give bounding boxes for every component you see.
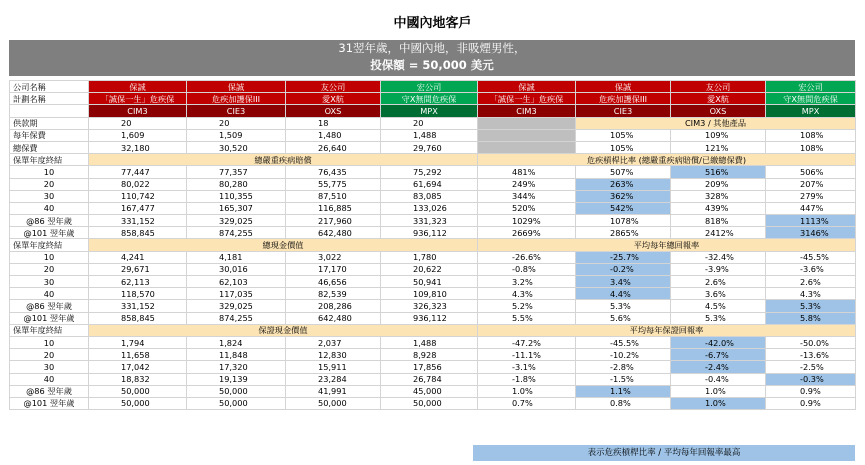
highlight-legend: 表示危疾槓桿比率 / 平均每年回報率最高 xyxy=(473,445,855,461)
pay-period-value: 20 xyxy=(89,117,187,129)
rate-cell: 2865% xyxy=(576,227,671,239)
value-cell: 61,694 xyxy=(381,178,478,190)
value-cell: 12,830 xyxy=(286,349,381,361)
rate-cell: 1113% xyxy=(766,215,856,227)
rate-cell: 4.4% xyxy=(576,288,671,300)
rate-cell: 263% xyxy=(576,178,671,190)
value-cell: 50,941 xyxy=(381,276,478,288)
value-cell: 1,824 xyxy=(187,336,286,348)
value-cell: 17,856 xyxy=(381,361,478,373)
page-title: 中國內地客戶 xyxy=(393,16,472,31)
table-row xyxy=(10,276,856,288)
value-cell: 50,000 xyxy=(89,397,187,409)
value-cell: 11,658 xyxy=(89,349,187,361)
ratio-title: CIM3 / 其他產品 xyxy=(576,117,856,129)
value-cell: 167,477 xyxy=(89,202,187,214)
section-left-title: 總現金價值 xyxy=(89,239,478,251)
company-name: 保誠 xyxy=(576,81,671,93)
table-row xyxy=(10,288,856,300)
value-cell: 8,928 xyxy=(381,349,478,361)
year-label: @86 翌年歲 xyxy=(10,300,89,312)
value-cell: 110,355 xyxy=(187,190,286,202)
pay-period-value: 18 xyxy=(286,117,381,129)
rate-cell: -0.2% xyxy=(576,263,671,275)
value-cell: 874,255 xyxy=(187,312,286,324)
gray-cell xyxy=(478,141,576,153)
premium-ratio: 108% xyxy=(766,129,856,141)
value-cell: 936,112 xyxy=(381,227,478,239)
gray-cell xyxy=(478,129,576,141)
plan-code: CIM3 xyxy=(89,105,187,117)
plan-code: MPX xyxy=(766,105,856,117)
value-cell: 23,284 xyxy=(286,373,381,385)
rate-cell: 2412% xyxy=(671,227,766,239)
value-cell: 50,000 xyxy=(187,397,286,409)
value-cell: 165,307 xyxy=(187,202,286,214)
value-cell: 329,025 xyxy=(187,300,286,312)
table-row xyxy=(10,361,856,373)
value-cell: 77,357 xyxy=(187,166,286,178)
rate-cell: -1.8% xyxy=(478,373,576,385)
rate-cell: 0.7% xyxy=(478,397,576,409)
rate-cell: 1029% xyxy=(478,215,576,227)
value-cell: 331,152 xyxy=(89,300,187,312)
premium-ratio: 121% xyxy=(671,141,766,153)
plan-name: 守X無間危疾保 xyxy=(381,93,478,105)
company-name: 宏公司 xyxy=(766,81,856,93)
value-cell: 642,480 xyxy=(286,227,381,239)
value-cell: 50,000 xyxy=(187,385,286,397)
table-row xyxy=(10,373,856,385)
rate-cell: 2.6% xyxy=(671,276,766,288)
plan-name: 危疾加護保III xyxy=(576,93,671,105)
rate-cell: 2.6% xyxy=(766,276,856,288)
section-label: 保單年度終結 xyxy=(10,324,89,336)
year-label: @101 翌年歲 xyxy=(10,312,89,324)
plan-code: CIE3 xyxy=(576,105,671,117)
total-premium-label: 總保費 xyxy=(10,141,89,153)
plan-code: MPX xyxy=(381,105,478,117)
rate-cell: 344% xyxy=(478,190,576,202)
rate-cell: -0.3% xyxy=(766,373,856,385)
rate-cell: 0.9% xyxy=(766,397,856,409)
table-row xyxy=(10,190,856,202)
section-label: 保單年度終結 xyxy=(10,239,89,251)
value-cell: 4,241 xyxy=(89,251,187,263)
pay-period-label: 供款期 xyxy=(10,117,89,129)
value-cell: 858,845 xyxy=(89,312,187,324)
section-header-row xyxy=(10,239,856,251)
rate-cell: -0.4% xyxy=(671,373,766,385)
rate-cell: 4.3% xyxy=(478,288,576,300)
rate-cell: 481% xyxy=(478,166,576,178)
rate-cell: -50.0% xyxy=(766,336,856,348)
value-cell: 50,000 xyxy=(286,397,381,409)
rate-cell: 1.0% xyxy=(478,385,576,397)
total-premium-row xyxy=(10,141,856,153)
rate-cell: -13.6% xyxy=(766,349,856,361)
table-row xyxy=(10,215,856,227)
value-cell: 11,848 xyxy=(187,349,286,361)
rate-cell: 279% xyxy=(766,190,856,202)
rate-cell: 0.8% xyxy=(576,397,671,409)
value-cell: 83,085 xyxy=(381,190,478,202)
value-cell: 1,794 xyxy=(89,336,187,348)
value-cell: 29,671 xyxy=(89,263,187,275)
value-cell: 19,139 xyxy=(187,373,286,385)
value-cell: 55,775 xyxy=(286,178,381,190)
plan-name: 守X無間危疾保 xyxy=(766,93,856,105)
section-left-title: 總嚴重疾病賠償 xyxy=(89,154,478,166)
value-cell: 15,911 xyxy=(286,361,381,373)
value-cell: 874,255 xyxy=(187,227,286,239)
value-cell: 326,323 xyxy=(381,300,478,312)
year-label: 30 xyxy=(10,276,89,288)
value-cell: 62,103 xyxy=(187,276,286,288)
banner-line-2: 投保額 = 50,000 美元 xyxy=(370,58,494,72)
rate-cell: 3.4% xyxy=(576,276,671,288)
value-cell: 109,810 xyxy=(381,288,478,300)
value-cell: 76,435 xyxy=(286,166,381,178)
company-name: 友公司 xyxy=(671,81,766,93)
table-row xyxy=(10,227,856,239)
table-row xyxy=(10,336,856,348)
rate-cell: -2.8% xyxy=(576,361,671,373)
rate-cell: -45.5% xyxy=(576,336,671,348)
year-label: 30 xyxy=(10,361,89,373)
rate-cell: 3.6% xyxy=(671,288,766,300)
annual-premium-label: 每年保費 xyxy=(10,129,89,141)
rate-cell: 5.3% xyxy=(766,300,856,312)
table-row xyxy=(10,251,856,263)
rate-cell: 2669% xyxy=(478,227,576,239)
rate-cell: 1.0% xyxy=(671,397,766,409)
value-cell: 2,037 xyxy=(286,336,381,348)
plan-code: CIM3 xyxy=(478,105,576,117)
rate-cell: -11.1% xyxy=(478,349,576,361)
rate-cell: 249% xyxy=(478,178,576,190)
rate-cell: 516% xyxy=(671,166,766,178)
value-cell: 331,323 xyxy=(381,215,478,227)
rate-cell: -42.0% xyxy=(671,336,766,348)
company-name: 保誠 xyxy=(187,81,286,93)
table-row xyxy=(10,202,856,214)
value-cell: 41,991 xyxy=(286,385,381,397)
rate-cell: 5.6% xyxy=(576,312,671,324)
rate-cell: -45.5% xyxy=(766,251,856,263)
value-cell: 80,022 xyxy=(89,178,187,190)
rate-cell: 542% xyxy=(576,202,671,214)
rate-cell: -32.4% xyxy=(671,251,766,263)
premium-value: 1,480 xyxy=(286,129,381,141)
value-cell: 331,152 xyxy=(89,215,187,227)
value-cell: 642,480 xyxy=(286,312,381,324)
blank-cell xyxy=(10,105,89,117)
rate-cell: -26.6% xyxy=(478,251,576,263)
premium-value: 1,488 xyxy=(381,129,478,141)
value-cell: 858,845 xyxy=(89,227,187,239)
rate-cell: 506% xyxy=(766,166,856,178)
rate-cell: -3.1% xyxy=(478,361,576,373)
value-cell: 17,170 xyxy=(286,263,381,275)
rate-cell: -10.2% xyxy=(576,349,671,361)
plan-code: OXS xyxy=(671,105,766,117)
value-cell: 936,112 xyxy=(381,312,478,324)
rate-cell: 5.5% xyxy=(478,312,576,324)
year-label: @86 翌年歲 xyxy=(10,215,89,227)
section-right-title: 危疾槓桿比率 (總嚴重疾病賠償/已繳總保費) xyxy=(478,154,856,166)
value-cell: 75,292 xyxy=(381,166,478,178)
year-label: @86 翌年歲 xyxy=(10,385,89,397)
plan-label: 計劃名稱 xyxy=(10,93,89,105)
year-label: 10 xyxy=(10,336,89,348)
premium-value: 26,640 xyxy=(286,141,381,153)
rate-cell: 1.1% xyxy=(576,385,671,397)
year-label: @101 翌年歲 xyxy=(10,397,89,409)
gray-cell xyxy=(478,117,576,129)
company-name: 保誠 xyxy=(89,81,187,93)
year-label: 40 xyxy=(10,288,89,300)
rate-cell: -2.4% xyxy=(671,361,766,373)
year-label: 20 xyxy=(10,178,89,190)
plan-code: OXS xyxy=(286,105,381,117)
value-cell: 116,885 xyxy=(286,202,381,214)
rate-cell: 1.0% xyxy=(671,385,766,397)
year-label: 20 xyxy=(10,263,89,275)
value-cell: 1,780 xyxy=(381,251,478,263)
banner-line-1: 31翌年歲，中國內地，非吸煙男性， xyxy=(338,41,526,55)
section-left-title: 保證現金價值 xyxy=(89,324,478,336)
value-cell: 50,000 xyxy=(89,385,187,397)
pay-period-row xyxy=(10,117,856,129)
value-cell: 17,320 xyxy=(187,361,286,373)
value-cell: 87,510 xyxy=(286,190,381,202)
value-cell: 80,280 xyxy=(187,178,286,190)
value-cell: 4,181 xyxy=(187,251,286,263)
plan-code: CIE3 xyxy=(187,105,286,117)
table-row xyxy=(10,263,856,275)
plan-row xyxy=(10,93,856,105)
table-row xyxy=(10,166,856,178)
value-cell: 110,742 xyxy=(89,190,187,202)
value-cell: 133,026 xyxy=(381,202,478,214)
premium-ratio: 109% xyxy=(671,129,766,141)
table-row xyxy=(10,349,856,361)
table-row xyxy=(10,178,856,190)
value-cell: 17,042 xyxy=(89,361,187,373)
value-cell: 62,113 xyxy=(89,276,187,288)
premium-ratio: 105% xyxy=(576,129,671,141)
year-label: 40 xyxy=(10,373,89,385)
value-cell: 77,447 xyxy=(89,166,187,178)
plan-name: 危疾加護保III xyxy=(187,93,286,105)
rate-cell: -47.2% xyxy=(478,336,576,348)
code-row xyxy=(10,105,856,117)
value-cell: 217,960 xyxy=(286,215,381,227)
value-cell: 50,000 xyxy=(381,397,478,409)
rate-cell: 5.3% xyxy=(576,300,671,312)
rate-cell: 4.5% xyxy=(671,300,766,312)
plan-name: 愛X航 xyxy=(671,93,766,105)
year-label: 40 xyxy=(10,202,89,214)
rate-cell: 507% xyxy=(576,166,671,178)
pay-period-value: 20 xyxy=(187,117,286,129)
rate-cell: -25.7% xyxy=(576,251,671,263)
rate-cell: 447% xyxy=(766,202,856,214)
comparison-table xyxy=(9,80,856,410)
rate-cell: -6.7% xyxy=(671,349,766,361)
premium-value: 1,609 xyxy=(89,129,187,141)
table-row xyxy=(10,385,856,397)
rate-cell: -0.8% xyxy=(478,263,576,275)
rate-cell: 5.8% xyxy=(766,312,856,324)
rate-cell: 818% xyxy=(671,215,766,227)
value-cell: 20,622 xyxy=(381,263,478,275)
rate-cell: -2.5% xyxy=(766,361,856,373)
premium-value: 1,509 xyxy=(187,129,286,141)
value-cell: 46,656 xyxy=(286,276,381,288)
section-label: 保單年度終結 xyxy=(10,154,89,166)
company-name: 宏公司 xyxy=(381,81,478,93)
section-right-title: 平均每年保證回報率 xyxy=(478,324,856,336)
value-cell: 117,035 xyxy=(187,288,286,300)
rate-cell: 439% xyxy=(671,202,766,214)
pay-period-value: 20 xyxy=(381,117,478,129)
premium-value: 30,520 xyxy=(187,141,286,153)
value-cell: 329,025 xyxy=(187,215,286,227)
value-cell: 118,570 xyxy=(89,288,187,300)
rate-cell: 3146% xyxy=(766,227,856,239)
company-row xyxy=(10,81,856,93)
table-row xyxy=(10,312,856,324)
rate-cell: 5.2% xyxy=(478,300,576,312)
plan-name: 「誠保一生」危疾保 xyxy=(89,93,187,105)
value-cell: 208,286 xyxy=(286,300,381,312)
rate-cell: 4.3% xyxy=(766,288,856,300)
rate-cell: -3.6% xyxy=(766,263,856,275)
year-label: 20 xyxy=(10,349,89,361)
rate-cell: 0.9% xyxy=(766,385,856,397)
rate-cell: 5.3% xyxy=(671,312,766,324)
rate-cell: -1.5% xyxy=(576,373,671,385)
section-right-title: 平均每年總回報率 xyxy=(478,239,856,251)
scenario-banner xyxy=(9,40,855,76)
rate-cell: -3.9% xyxy=(671,263,766,275)
rate-cell: 209% xyxy=(671,178,766,190)
plan-name: 「誠保一生」危疾保 xyxy=(478,93,576,105)
rate-cell: 207% xyxy=(766,178,856,190)
year-label: 10 xyxy=(10,251,89,263)
value-cell: 18,832 xyxy=(89,373,187,385)
year-label: 30 xyxy=(10,190,89,202)
table-row xyxy=(10,300,856,312)
value-cell: 3,022 xyxy=(286,251,381,263)
table-row xyxy=(10,397,856,409)
premium-ratio: 108% xyxy=(766,141,856,153)
value-cell: 30,016 xyxy=(187,263,286,275)
section-header-row xyxy=(10,154,856,166)
plan-name: 愛X航 xyxy=(286,93,381,105)
rate-cell: 362% xyxy=(576,190,671,202)
annual-premium-row xyxy=(10,129,856,141)
premium-value: 32,180 xyxy=(89,141,187,153)
year-label: 10 xyxy=(10,166,89,178)
company-label: 公司名稱 xyxy=(10,81,89,93)
company-name: 保誠 xyxy=(478,81,576,93)
section-header-row xyxy=(10,324,856,336)
rate-cell: 520% xyxy=(478,202,576,214)
value-cell: 1,488 xyxy=(381,336,478,348)
premium-ratio: 105% xyxy=(576,141,671,153)
rate-cell: 1078% xyxy=(576,215,671,227)
rate-cell: 3.2% xyxy=(478,276,576,288)
premium-value: 29,760 xyxy=(381,141,478,153)
rate-cell: 328% xyxy=(671,190,766,202)
value-cell: 82,539 xyxy=(286,288,381,300)
company-name: 友公司 xyxy=(286,81,381,93)
year-label: @101 翌年歲 xyxy=(10,227,89,239)
value-cell: 45,000 xyxy=(381,385,478,397)
value-cell: 26,784 xyxy=(381,373,478,385)
